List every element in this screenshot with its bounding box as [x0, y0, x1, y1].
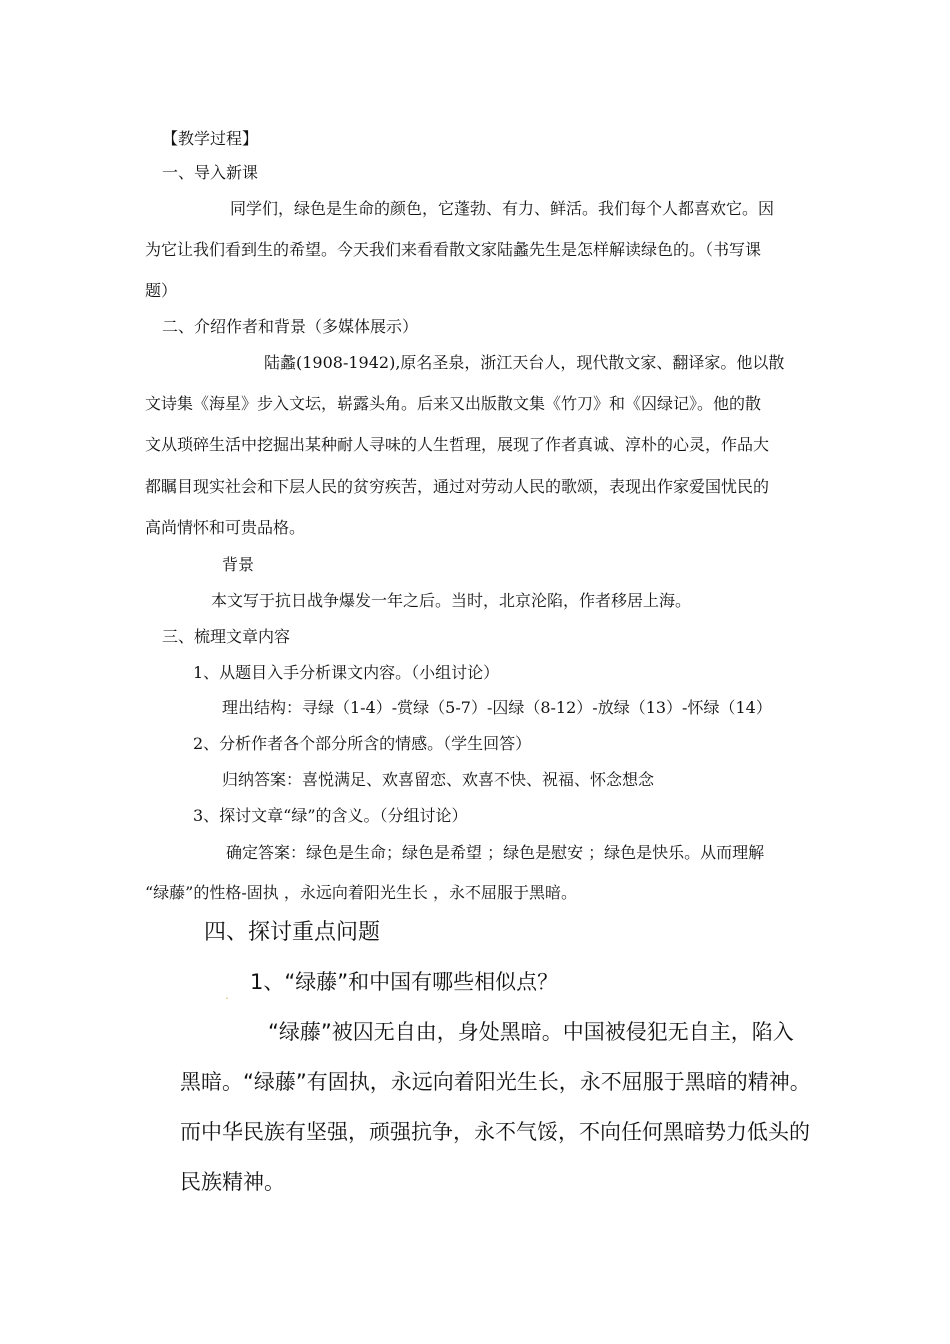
- answer-4-line: 黑暗。“绿藤”有固执，永远向着阳光生长，永不屈服于黑暗的精神。: [180, 1070, 811, 1094]
- answer-2: 归纳答案：喜悦满足、欢喜留恋、欢喜不快、祝福、怀念想念: [222, 770, 655, 789]
- heading-part1: 一、导入新课: [162, 163, 259, 182]
- question-4: 1、“绿藤”和中国有哪些相似点？: [250, 970, 559, 994]
- answer-4-line: 民族精神。: [180, 1170, 285, 1194]
- question-1: 1、从题目入手分析课文内容。（小组讨论）: [193, 663, 500, 682]
- answer-3-line2: “绿藤”的性格-固执 ，永远向着阳光生长 ，永不屈服于黑暗。: [145, 883, 577, 902]
- part2-line: 文诗集《海星》步入文坛，崭露头角。后来又出版散文集《竹刀》和《囚绿记》。他的散: [145, 394, 762, 413]
- answer-4-line: “绿藤”被囚无自由，身处黑暗。中国被侵犯无自主，陷入: [268, 1020, 794, 1044]
- answer-1: 理出结构：寻绿（1-4）-赏绿（5-7）-囚绿（8-12）-放绿（13）-怀绿（14）: [222, 698, 772, 717]
- background-label: 背景: [222, 555, 255, 574]
- question-3: 3、探讨文章“绿”的含义。（分组讨论）: [193, 806, 468, 825]
- question-2: 2、分析作者各个部分所含的情感。（学生回答）: [193, 734, 532, 753]
- section-title: 【教学过程】: [162, 129, 259, 148]
- background-text: 本文写于抗日战争爆发一年之后。当时，北京沦陷，作者移居上海。: [211, 591, 692, 610]
- heading-part3: 三、梳理文章内容: [162, 627, 291, 646]
- answer-3-line1: 确定答案：绿色是生命；绿色是希望 ；绿色是慰安 ；绿色是快乐。从而理解: [226, 843, 765, 862]
- part2-line: 高尚情怀和可贵品格。: [145, 518, 306, 537]
- part1-line: 同学们，绿色是生命的颜色，它蓬勃、有力、鲜活。我们每个人都喜欢它。因: [230, 199, 775, 218]
- heading-part4: 四、探讨重点问题: [204, 920, 381, 945]
- part2-line: 都瞩目现实社会和下层人民的贫穷疾苦，通过对劳动人民的歌颂，表现出作家爱国忧民的: [145, 477, 770, 496]
- part2-line: 陆蠡(1908-1942),原名圣泉，浙江天台人，现代散文家、翻译家。他以散: [264, 353, 785, 372]
- part1-line: 为它让我们看到生的希望。今天我们来看看散文家陆蠡先生是怎样解读绿色的。（书写课: [145, 240, 762, 259]
- heading-part2: 二、介绍作者和背景（多媒体展示）: [162, 317, 419, 336]
- part1-line: 题）: [145, 281, 178, 300]
- part2-line: 文从琐碎生活中挖掘出某种耐人寻味的人生哲理，展现了作者真诚、淳朴的心灵，作品大: [145, 435, 770, 454]
- stray-mark: .: [225, 988, 229, 1002]
- answer-4-line: 而中华民族有坚强，顽强抗争，永不气馁，不向任何黑暗势力低头的: [180, 1120, 810, 1144]
